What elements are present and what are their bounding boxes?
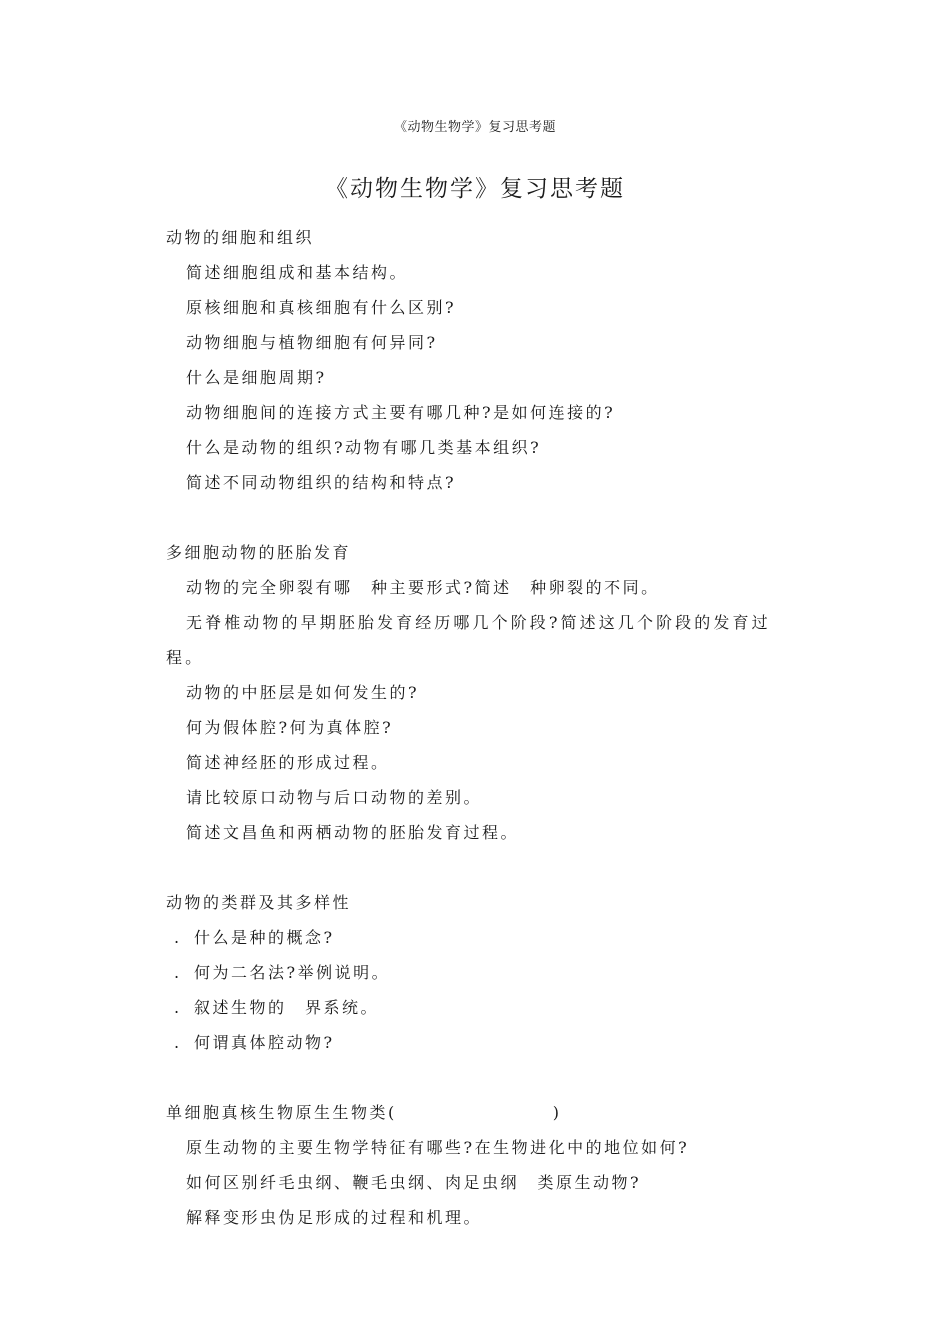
question-item: 解释变形虫伪足形成的过程和机理。 bbox=[186, 1208, 483, 1227]
question-item: 如何区别纤毛虫纲、鞭毛虫纲、肉足虫纲 类原生动物? bbox=[186, 1173, 642, 1192]
list-bullet: . bbox=[174, 1033, 182, 1052]
question-item: 何为假体腔?何为真体腔? bbox=[186, 718, 394, 737]
question-item: 什么是细胞周期? bbox=[186, 368, 327, 387]
question-item: 请比较原口动物与后口动物的差别。 bbox=[186, 788, 483, 807]
question-item: 原核细胞和真核细胞有什么区别? bbox=[186, 298, 457, 317]
question-item bbox=[166, 990, 790, 1025]
question-item: 动物的中胚层是如何发生的? bbox=[186, 683, 420, 702]
section-title: 动物的类群及其多样性 bbox=[166, 893, 352, 912]
question-item: 简述不同动物组织的结构和特点? bbox=[186, 473, 457, 492]
question-text: 何谓真体腔动物? bbox=[194, 1033, 335, 1052]
section-title: 多细胞动物的胚胎发育 bbox=[166, 543, 352, 562]
question-item: 无脊椎动物的早期胚胎发育经历哪几个阶段?简述这几个阶段的发育过程。 bbox=[166, 613, 771, 667]
question-item: 动物细胞间的连接方式主要有哪几种?是如何连接的? bbox=[186, 403, 616, 422]
section-animal-diversity bbox=[166, 885, 790, 1060]
question-item: 简述文昌鱼和两栖动物的胚胎发育过程。 bbox=[186, 823, 520, 842]
section-title bbox=[166, 1095, 790, 1130]
document-title: 《动物生物学》复习思考题 bbox=[325, 176, 625, 202]
section-title-prefix: 单细胞真核生物原生生物类( bbox=[166, 1103, 397, 1122]
question-item bbox=[166, 920, 790, 955]
document-body bbox=[166, 220, 790, 1270]
section-protists bbox=[166, 1095, 790, 1235]
question-item bbox=[166, 955, 790, 990]
question-text: 叙述生物的 界系统。 bbox=[194, 998, 380, 1017]
question-text: 何为二名法?举例说明。 bbox=[194, 963, 391, 982]
question-item: 简述细胞组成和基本结构。 bbox=[186, 263, 409, 282]
section-cells-and-tissues bbox=[166, 220, 790, 500]
question-item: 动物细胞与植物细胞有何异同? bbox=[186, 333, 438, 352]
section-title: 动物的细胞和组织 bbox=[166, 228, 315, 247]
question-item: 动物的完全卵裂有哪 种主要形式?简述 种卵裂的不同。 bbox=[186, 578, 660, 597]
question-item bbox=[166, 1025, 790, 1060]
list-bullet: . bbox=[174, 998, 182, 1017]
question-item: 什么是动物的组织?动物有哪几类基本组织? bbox=[186, 438, 542, 457]
question-item: 简述神经胚的形成过程。 bbox=[186, 753, 390, 772]
section-embryonic-development bbox=[166, 535, 790, 850]
list-bullet: . bbox=[174, 963, 182, 982]
section-title-suffix: ) bbox=[552, 1103, 562, 1122]
question-item: 原生动物的主要生物学特征有哪些?在生物进化中的地位如何? bbox=[186, 1138, 690, 1157]
running-header: 《动物生物学》复习思考题 bbox=[393, 120, 556, 135]
question-text: 什么是种的概念? bbox=[194, 928, 335, 947]
list-bullet: . bbox=[174, 928, 182, 947]
